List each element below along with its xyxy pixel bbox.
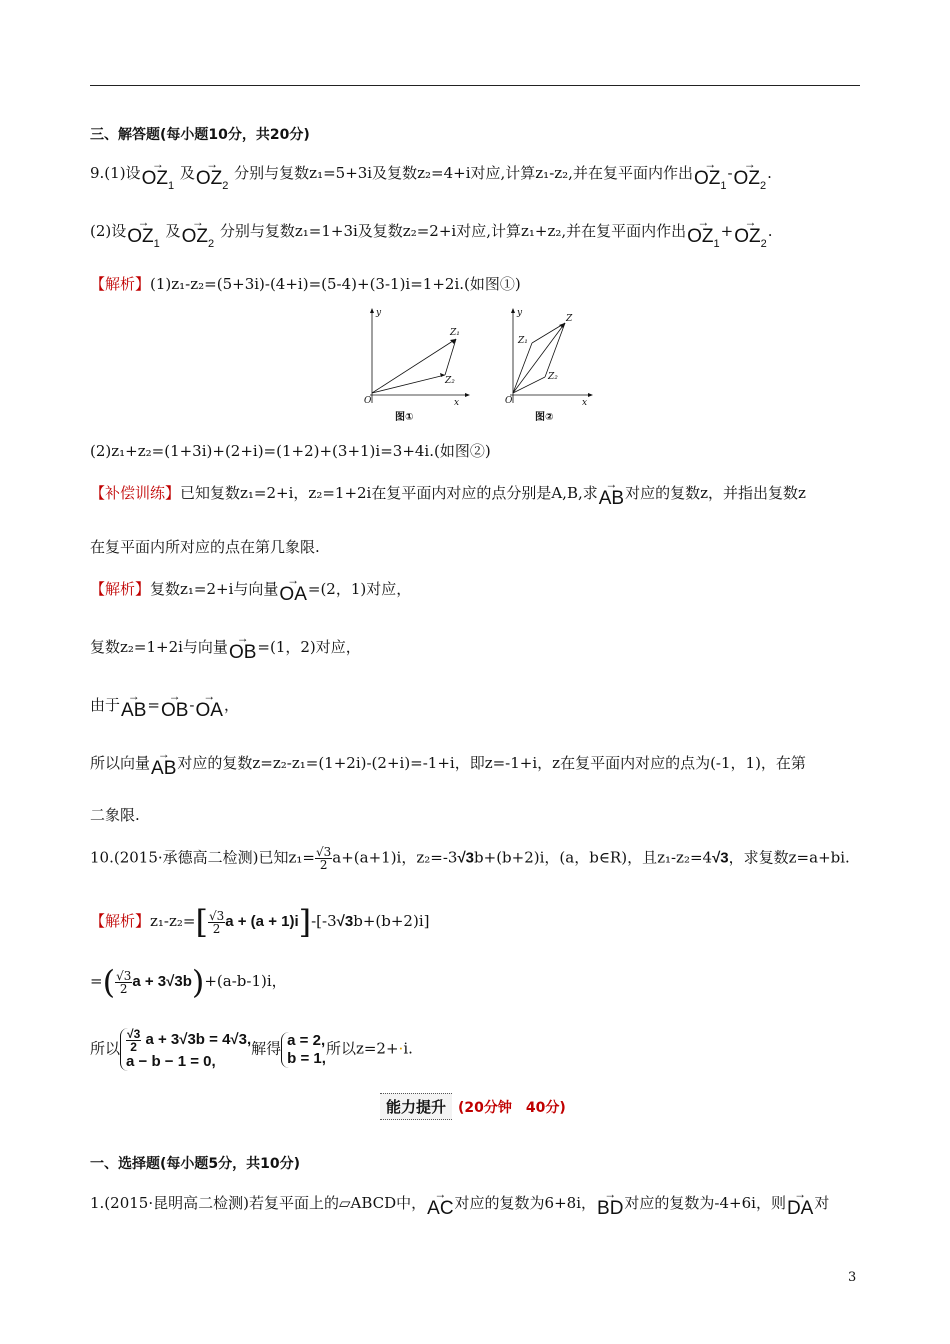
header-rule bbox=[90, 85, 860, 86]
solution-9-line-2: (2)z₁+z₂=(1+3i)+(2+i)=(1+2)+(3+1)i=3+4i.(如图②) bbox=[90, 442, 491, 460]
question-10: 10.(2015·承德高二检测)已知z₁= $\frac{√3}{2}$ a+(a+1)i，z₂=-3√3b+(b+2)i，(a，b∈R)，且z₁-z₂=4√3，求复数z=a+bi. bbox=[90, 845, 850, 872]
section-heading-answer: 三、解答题(每小题10分，共20分) bbox=[90, 127, 310, 143]
ability-meta: (20分钟 40分) bbox=[458, 1100, 566, 1116]
solution-10-line-1: 【解析】z₁-z₂=[ $\frac{√3}{2}$ a + (a + 1)i]-[-3√3b+(b+2)i] bbox=[90, 903, 430, 941]
supplement-question-line-1: 【补偿训练】已知复数z₁=2+i，z₂=1+2i在复平面内对应的点分别是A,B,求 → AB对应的复数z，并指出复数z bbox=[90, 477, 806, 509]
vector-figures bbox=[350, 305, 600, 430]
ability-section-bar bbox=[380, 1093, 566, 1120]
svg-text:x: x bbox=[582, 398, 588, 408]
equation-system: $\frac{√3}{2}$ a + 3√3b = 4√3, a − b − 1 = 0, bbox=[120, 1028, 251, 1071]
svg-text:Z: Z bbox=[566, 314, 573, 324]
fig1-caption: 图① bbox=[395, 412, 414, 423]
solution-10-line-2: =( $\frac{√3}{2}$ a + 3√3b)+(a-b-1)i， bbox=[90, 963, 287, 1001]
vector-oz2: → $OZ_2$ bbox=[195, 157, 229, 192]
supplement-solution-line-4: 所以向量 → AB对应的复数z=z₂-z₁=(1+2i)-(2+i)=-1+i，即z=-1+i，z在复平面内对应的点为(-1，1)，在第 bbox=[90, 747, 806, 779]
question-9-part-1: 9.(1)设 → $OZ_1$ 及 → $OZ_2$ 分别与复数z₁=5+3i及复数z₂=4+i对应,计算z₁-z₂,并在复平面内作出 → $OZ_1-$ → $OZ_2$. bbox=[90, 162, 772, 197]
svg-text:Z₂: Z₂ bbox=[445, 376, 455, 386]
svg-text:x: x bbox=[454, 398, 460, 408]
ability-title: 能力提升 bbox=[380, 1093, 452, 1120]
page-number: 3 bbox=[848, 1270, 857, 1285]
supplement-solution-line-3: 由于 → AB= → OB- → OA， bbox=[90, 689, 239, 721]
supplement-solution-line-2: 复数z₂=1+2i与向量 → OB=(1，2)对应， bbox=[90, 631, 361, 663]
supplement-question-line-2: 在复平面内所对应的点在第几象限. bbox=[90, 538, 320, 556]
solution-system: a = 2, b = 1, bbox=[281, 1032, 326, 1068]
supplement-solution-line-1: 【解析】复数z₁=2+i与向量 → OA=(2，1)对应， bbox=[90, 573, 412, 605]
svg-text:Z₁: Z₁ bbox=[450, 328, 460, 338]
solution-9-line-1: 【解析】(1)z₁-z₂=(5+3i)-(4+i)=(5-4)+(3-1)i=1+2i.(如图①) bbox=[90, 275, 521, 293]
solution-10-line-3: 所以 $\frac{√3}{2}$ a + 3√3b = 4√3, a − b − 1 = 0,解得 a = 2, b = 1,所以z=2+·i. bbox=[90, 1027, 413, 1070]
supplement-solution-line-5: 二象限. bbox=[90, 806, 140, 824]
question-9-part-2: (2)设 → $OZ_1$ 及 → $OZ_2$ 分别与复数z₁=1+3i及复数z₂=2+i对应,计算z₁+z₂,并在复平面内作出 → $OZ_1+$ → $OZ_2$. bbox=[90, 215, 773, 250]
svg-text:Z₁: Z₁ bbox=[518, 336, 528, 346]
fig2-origin-label: O bbox=[505, 396, 513, 406]
fig2-caption: 图② bbox=[535, 412, 554, 423]
svg-text:y: y bbox=[517, 308, 523, 318]
vector-oz1: → $OZ_1$ bbox=[141, 157, 175, 192]
section-heading-choice: 一、选择题(每小题5分，共10分) bbox=[90, 1156, 301, 1172]
svg-text:Z₂: Z₂ bbox=[548, 372, 558, 382]
fig1-origin-label: O bbox=[364, 396, 372, 406]
question-1: 1.(2015·昆明高二检测)若复平面上的▱ABCD中， → AC对应的复数为6+8i， → BD对应的复数为-4+6i，则 → DA对 bbox=[90, 1187, 830, 1219]
svg-text:y: y bbox=[376, 308, 382, 318]
